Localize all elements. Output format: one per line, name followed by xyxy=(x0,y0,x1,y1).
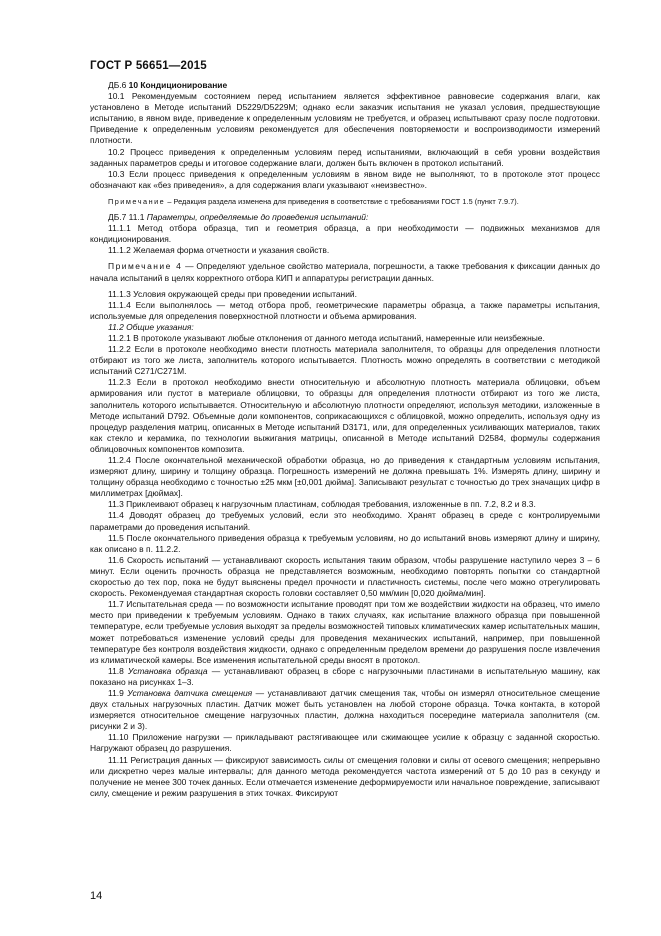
paragraph-11-1-1: 11.1.1 Метод отбора образца, тип и геометрия образца, а при необходимости — подвижных механизмов для кондиционирования. xyxy=(90,223,600,245)
p11-9-title: Установка датчика смещения xyxy=(127,687,253,698)
p11-8-title: Установка образца xyxy=(127,665,208,676)
paragraph-10-2: 10.2 Процесс приведения к определенным условиям перед испытаниями, включающий в себя уровни воздействия заданных параметров среды и итоговое содержание влаги, должен быть включен в протокол испытаний. xyxy=(90,146,600,168)
db7-prefix: ДБ.7 11.1 xyxy=(108,212,147,223)
note-text: – Редакция раздела изменена для приведения в соответствие с требованиями ГОСТ 1.5 (пункт 7.9.7). xyxy=(165,196,519,206)
note-label: Примечание xyxy=(108,196,166,206)
paragraph-11-1-3: 11.1.3 Условия окружающей среды при проведении испытаний. xyxy=(108,288,357,299)
paragraph-11-1-4: 11.1.4 Если выполнялось — метод отбора проб, геометрические параметры образца, а также параметры испытания, используемые для определения поверхностной плотности и объема армирования. xyxy=(90,299,600,321)
section-heading-title: 10 Кондиционирование xyxy=(128,80,228,90)
paragraph-10-3: 10.3 Если процесс приведения к определенным условиям в явном виде не выполняют, то в протоколе этот процесс обозначают как «без приведения», а для содержания влаги указывают «неизвестно». xyxy=(90,168,600,190)
paragraph-11-11: 11.11 Регистрация данных — фиксируют зависимость силы от смещения головки и силы от осевого смещения; непрерывно или дискретно через малые интервалы; для данного метода рекомендуется частота измерений от 5 до 10 раз в секунду и получение не менее 300 точек данных. Если отмечается изменение деформируемости или начальное повреждение, записывают силу, смещение и режим разрушения в этих точках. Фиксируют xyxy=(90,754,601,798)
p11-8-number: 11.8 xyxy=(108,665,128,676)
paragraph-11-10: 11.10 Приложение нагрузки — прикладывают растягивающее или сжимающее усилие к образцу с заданной скоростью. Нагружают образец до разрушения. xyxy=(90,732,600,754)
paragraph-11-2-3: 11.2.3 Если в протокол необходимо внести относительную и абсолютную плотность материала облицовки, объем армирования или пустот в материале облицовки, то образцы для определения плотности отбирают из того же листа, заполнитель которого испытывается. Относительную и абсолютную плотности определяют, используя методики, изложенные в Методе испытаний D792. Объемные доли компонентов, соприкасающихся с облицовкой, можно определить, используя одну из процедур разделения матриц, описанных в Методе испытаний D3171, или, для определенных усиливающих материалов, таких как стекло и керамика, по технологии выжигания матрицы, описанной в Методе испытаний D2584, формулы содержания облицовочных компонентов композита. xyxy=(90,377,600,454)
db7-title: Параметры, определяемые до проведения испытаний: xyxy=(146,212,369,223)
section-db7-heading xyxy=(90,212,600,223)
paragraph-10-1: 10.1 Рекомендуемым состоянием перед испытанием является эффективное равновесие содержания влаги, как установлено в Методе испытаний D5229/D5229M; однако если заказчик испытания не указал условия, предшествующие испытанию, в явном виде, приведение к определенным условиям не требуется, и образец испытывают сразу после подготовки. Приведение к определенным условиям рекомендуется для обеспечения повторяемости и воспроизводимости измерений плотности. xyxy=(90,91,600,146)
paragraph-11-6: 11.6 Скорость испытаний — устанавливают скорость испытания таким образом, чтобы разрушение наступило через 3 – 6 минут. Если оценить прочность образца не представляется возможным, необходимо повторять попытки со стандартной скоростью до тех пор, пока не будут выяснены предел прочности и пластичность системы, после чего можно отрегулировать скорость. Рекомендуемая стандартная скорость головки составляет 0,50 мм/мин [0,020 дюйма/мин]. xyxy=(90,554,600,599)
note-4 xyxy=(90,261,600,283)
paragraph-11-2-title: 11.2 Общие указания: xyxy=(108,321,194,332)
note4-text: — Определяют удельное свойство материала, погрешности, а также требования к фиксации данных до начала испытаний в целях корректного отбора КИП и аппаратуры регистрации данных. xyxy=(90,261,601,283)
paragraph-11-5: 11.5 После окончательного приведения образца к требуемым условиям, но до испытаний вновь измеряют длину и ширину, как описано в п. 11.2.2. xyxy=(90,532,600,554)
paragraph-11-4: 11.4 Доводят образец до требуемых условий, если это необходимо. Хранят образец в среде с контролируемыми параметрами до проведения испытаний. xyxy=(90,510,600,532)
paragraph-11-7: 11.7 Испытательная среда — по возможности испытание проводят при том же воздействии жидкости на образец, что имело место при приведении к требуемым условиям. Однако в таких случаях, как испытание влажного образца при повышенной температуре, если требуемые условия выходят за пределы возможностей типовых климатических камер испытательных машин, может потребоваться изменение условий среды для проведения механических испытаний, например, при повышенной температуре без контроля воздействия жидкости, однако с определенным пределом времени до разрушения после извлечения из климатической камеры. Все изменения испытательной среды вносят в протокол. xyxy=(90,599,600,665)
paragraph-11-2-2: 11.2.2 Если в протоколе необходимо внести плотность материала заполнителя, то образцы для определения плотности отбирают из того же листа, заполнитель которого испытывается. Плотность можно определять в соответствии с методикой испытаний C271/C271M. xyxy=(90,344,600,377)
paragraph-11-2-4: 11.2.4 После окончательной механической обработки образца, но до приведения к стандартным условиям испытания, измеряют длину, ширину и толщину образца. Погрешность измерений не должна превышать 1%. Измерять длину, ширину и толщину образца необходимо с точностью ±25 мкм [±0,001 дюйма]. Записывают результат с точностью до трех значащих цифр в миллиметрах [дюймах]. xyxy=(90,455,600,499)
editorial-note xyxy=(90,196,600,207)
paragraph-11-2-1: 11.2.1 В протоколе указывают любые отклонения от данного метода испытаний, намеренные или неизбежные. xyxy=(108,332,545,343)
p11-9-number: 11.9 xyxy=(108,687,128,698)
paragraph-11-1-2: 11.1.2 Желаемая форма отчетности и указания свойств. xyxy=(108,245,330,256)
paragraph-11-3: 11.3 Приклеивают образец к нагрузочным пластинам, соблюдая требования, изложенные в пп. 7.2, 8.2 и 8.3. xyxy=(108,499,536,510)
paragraph-11-9 xyxy=(90,688,600,732)
section-heading xyxy=(90,80,600,91)
document-body xyxy=(90,80,600,799)
page-number: 14 xyxy=(90,890,103,902)
p11-8-text: — устанавливают образец в сборе с нагрузочными пластинами в испытательную машину, как показано на рисунках 1–3. xyxy=(90,665,600,687)
p11-9-text: — устанавливают датчик смещения так, чтобы он измерял относительное смещение двух стальных нагрузочных пластин. Датчик может быть установлен на любой стороне образца. Точка контакта, в которой измеряется относительное смещение нагрузочных пластин, должна находиться посередине материала заполнителя (см. рисунки 2 и 3). xyxy=(90,687,601,732)
section-heading-number: ДБ.6 xyxy=(108,80,129,90)
document-header: ГОСТ Р 56651—2015 xyxy=(90,60,207,72)
paragraph-11-8 xyxy=(90,666,600,688)
note4-label: Примечание 4 xyxy=(108,261,183,272)
